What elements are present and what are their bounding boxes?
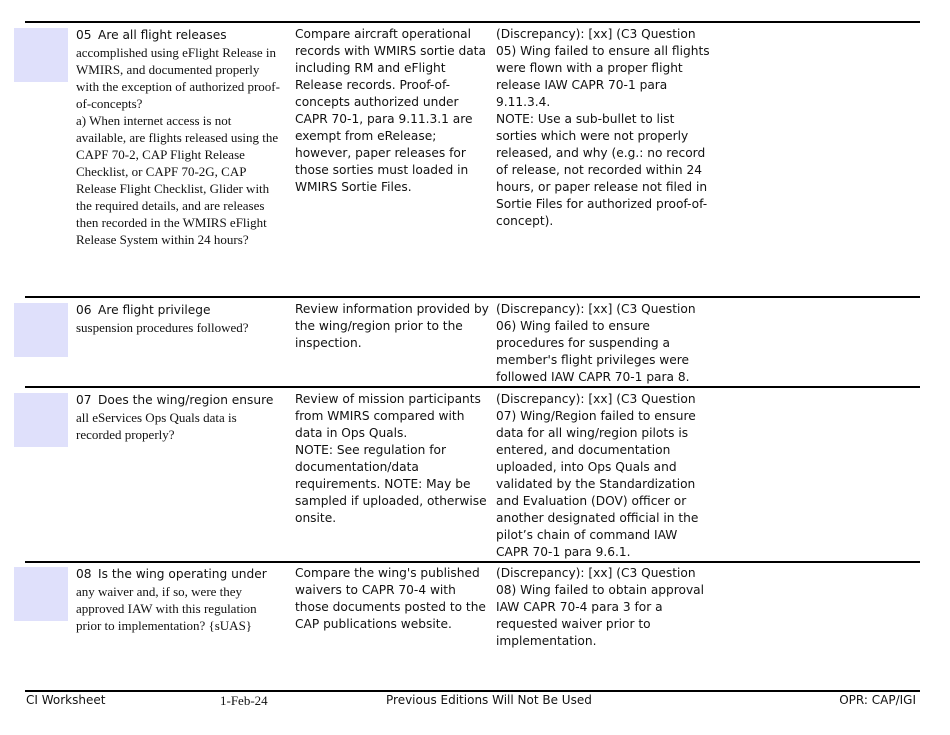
question-number: 08 (76, 567, 92, 581)
question-lead: Is the wing operating under (98, 567, 267, 581)
discrepancy-text: (Discrepancy): [xx] (C3 Question 06) Wing failed to ensure procedures for suspending a member's flight privileges were followed IAW CAPR 70-1 para 8. (496, 302, 696, 384)
footer-date: 1-Feb-24 (220, 693, 268, 708)
row-divider (25, 386, 920, 388)
question-lead: Are flight privilege (98, 303, 211, 317)
checklist-row-06 (0, 301, 950, 386)
discrepancy-text: (Discrepancy): [xx] (C3 Question 05) Wing failed to ensure all flights were flown with a proper flight release IAW CAPR 70-1 para 9.11.3.4. NOTE: Use a sub-bullet to list sorties which were not properly released, and why (e.g.: no record of release, not recorded within 24 hours, or paper release not filed in Sortie Files for authorized proof-of-concept). (496, 27, 710, 228)
compliance-marker-cell[interactable] (14, 393, 68, 447)
footer-divider (25, 690, 920, 692)
compliance-marker-cell[interactable] (14, 303, 68, 357)
row-divider (25, 296, 920, 298)
checklist-row-05 (0, 26, 950, 296)
question-text (76, 391, 281, 561)
question-lead: Are all flight releases (98, 28, 227, 42)
question-text (76, 26, 281, 296)
footer-form-name: CI Worksheet (26, 693, 106, 707)
inspection-method: Review of mission participants from WMIRS compared with data in Ops Quals. NOTE: See regulation for documentation/data requirements. NOTE: May be sampled if uploaded, otherwise onsite. (295, 392, 487, 525)
checklist-row-08 (0, 565, 950, 675)
question-number: 06 (76, 303, 92, 317)
discrepancy-text: (Discrepancy): [xx] (C3 Question 08) Wing failed to obtain approval IAW CAPR 70-4 para 3 for a requested waiver prior to implementation. (496, 566, 705, 648)
inspection-method: Compare the wing's published waivers to CAPR 70-4 with those documents posted to the CAP publications website. (295, 566, 486, 631)
inspection-method: Review information provided by the wing/region prior to the inspection. (295, 302, 489, 350)
inspection-method: Compare aircraft operational records with WMIRS sortie data including RM and eFlight Release records. Proof-of-concepts authorized under CAPR 70-1, para 9.11.3.1 are exempt from eRelease; however, paper releases for those sorties must loaded in WMIRS Sortie Files. (295, 27, 486, 194)
row-divider (25, 561, 920, 563)
question-body: suspension procedures followed? (76, 320, 249, 335)
footer-notice: Previous Editions Will Not Be Used (386, 693, 592, 707)
question-body: any waiver and, if so, were they approved IAW with this regulation prior to implementation? {sUAS} (76, 584, 257, 633)
question-text (76, 565, 281, 675)
discrepancy-text: (Discrepancy): [xx] (C3 Question 07) Wing/Region failed to ensure data for all wing/region pilots is entered, and documentation uploaded, into Ops Quals and validated by the Standardization and Evaluation (DOV) officer or another designated official in the pilot’s chain of command IAW CAPR 70-1 para 9.6.1. (496, 392, 699, 559)
question-body: all eServices Ops Quals data is recorded properly? (76, 410, 237, 442)
checklist-row-07 (0, 391, 950, 561)
compliance-marker-cell[interactable] (14, 28, 68, 82)
question-text (76, 301, 281, 386)
question-number: 07 (76, 393, 92, 407)
footer-opr: OPR: CAP/IGI (839, 693, 916, 707)
question-body: accomplished using eFlight Release in WMIRS, and documented properly with the exception of authorized proof-of-concepts? a) When internet access is not available, are flights released using the CAPF 70-2, CAP Flight Release Checklist, or CAPF 70-2G, CAP Release Flight Checklist, Glider with the required details, and are releases then recorded in the WMIRS eFlight Release System within 24 hours? (76, 45, 280, 247)
row-divider (25, 21, 920, 23)
compliance-marker-cell[interactable] (14, 567, 68, 621)
question-number: 05 (76, 28, 92, 42)
question-lead: Does the wing/region ensure (98, 393, 274, 407)
